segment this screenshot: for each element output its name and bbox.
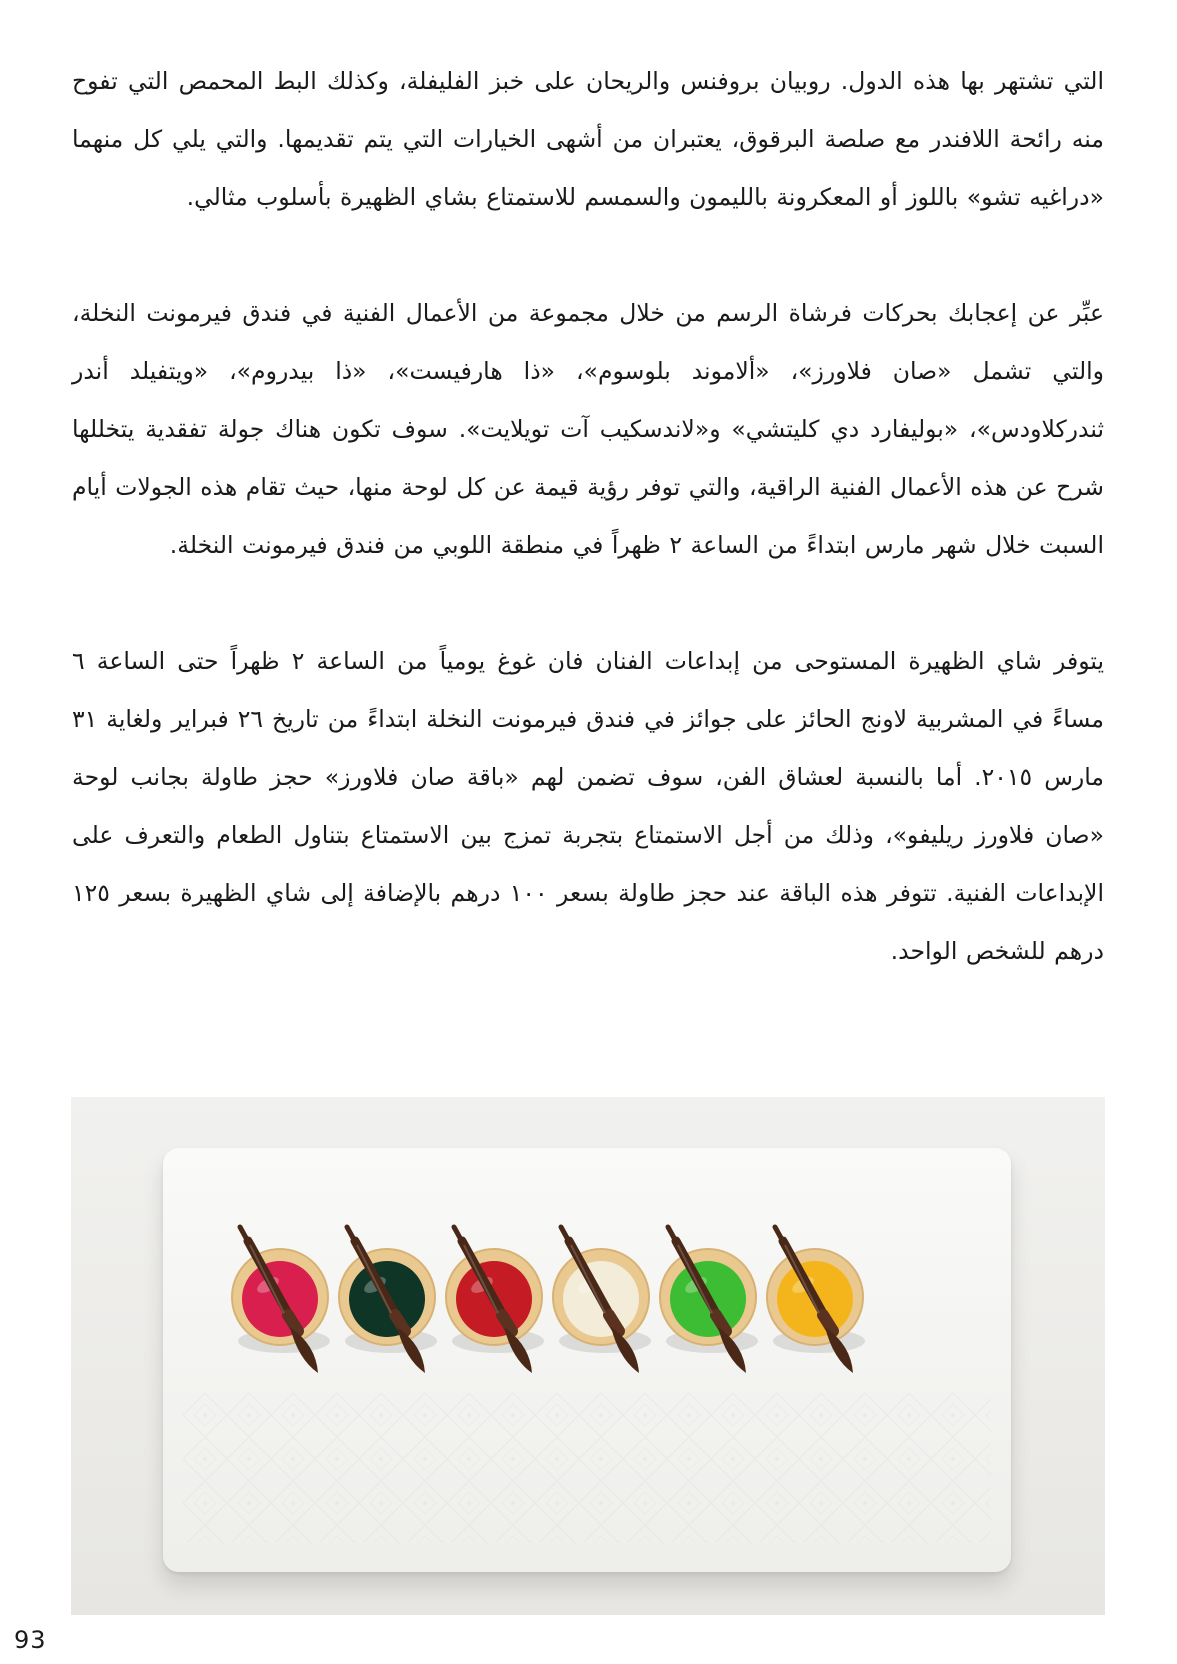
article-body <box>72 52 1104 980</box>
article-paragraph: التي تشتهر بها هذه الدول. روبيان بروفنس والريحان على خبز الفليفلة، وكذلك البط المحمص التي تفوح منه رائحة اللافندر مع صلصة البرقوق، يعتبران من أشهى الخيارات التي يتم تقديمها. والتي يلي كل منهما «دراغيه تشو» باللوز أو المعكرونة بالليمون والسمسم للاستمتاع بشاي الظهيرة بأسلوب مثالي. <box>72 67 1104 211</box>
tarts-row <box>71 1097 1105 1615</box>
article-paragraph: عبِّر عن إعجابك بحركات فرشاة الرسم من خلال مجموعة من الأعمال الفنية في فندق فيرمونت النخلة، والتي تشمل «صان فلاورز»، «ألاموند بلوسوم»، «ذا هارفيست»، «ذا بيدروم»، «ويتفيلد أندر ثندركلاودس»، «بوليفارد دي كليتشي» و«لاندسكيب آت تويلايت». سوف تكون هناك جولة تفقدية يتخللها شرح عن هذه الأعمال الفنية الراقية، والتي توفر رؤية قيمة عن كل لوحة منها، حيث تقام هذه الجولات أيام السبت خلال شهر مارس ابتداءً من الساعة ٢ ظهراً في منطقة اللوبي من فندق فيرمونت النخلة. <box>72 299 1104 559</box>
tart <box>553 1227 651 1373</box>
tart <box>339 1227 437 1373</box>
page-number: 93 <box>14 1626 47 1654</box>
tart <box>660 1227 758 1373</box>
tart <box>446 1227 544 1373</box>
tart <box>232 1227 330 1373</box>
article-paragraph: يتوفر شاي الظهيرة المستوحى من إبداعات الفنان فان غوغ يومياً من الساعة ٢ ظهراً حتى الساعة ٦ مساءً في المشربية لاونج الحائز على جوائز في فندق فيرمونت النخلة ابتداءً من تاريخ ٢٦ فبراير ولغاية ٣١ مارس ٢٠١٥. أما بالنسبة لعشاق الفن، سوف تضمن لهم «باقة صان فلاورز» حجز طاولة بجانب لوحة «صان فلاورز ريليفو»، وذلك من أجل الاستمتاع بتجربة تمزج بين الاستمتاع بتناول الطعام والتعرف على الإبداعات الفنية. تتوفر هذه الباقة عند حجز طاولة بسعر ١٠٠ درهم بالإضافة إلى شاي الظهيرة بسعر ١٢٥ درهم للشخص الواحد. <box>72 647 1104 965</box>
tarts-photo <box>71 1097 1105 1615</box>
tart <box>767 1227 865 1373</box>
